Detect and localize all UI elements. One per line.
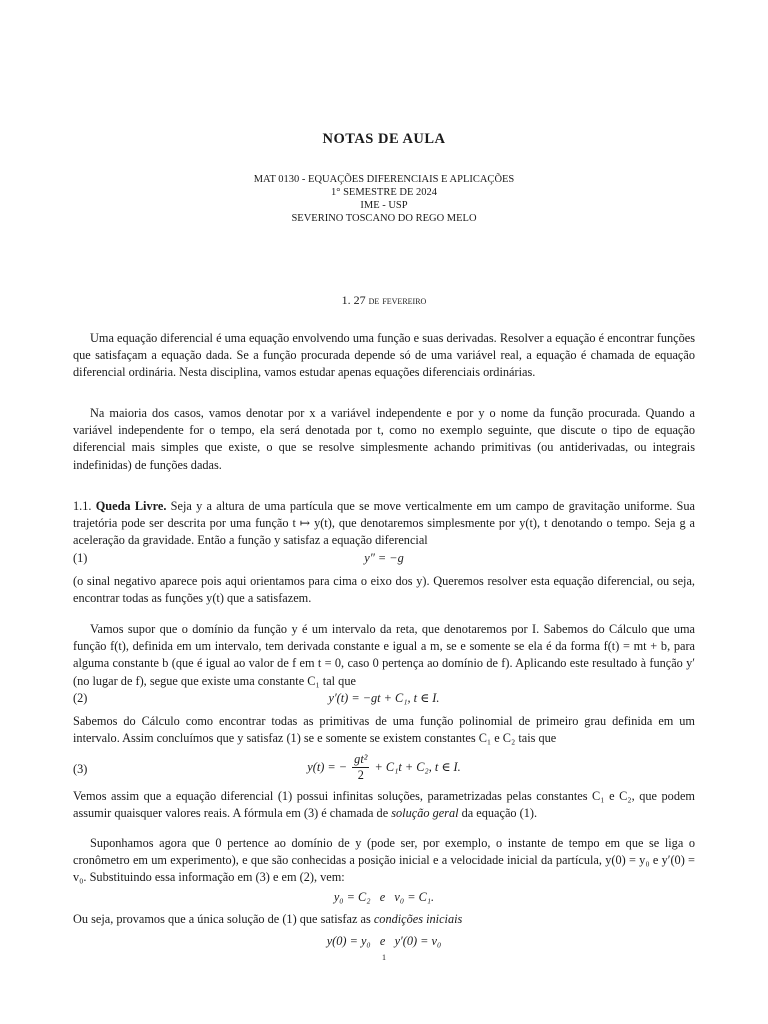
equation-2-body: y′(t) = −gt + C₁, t ∈ I. [328,691,440,705]
equation-1-number: (1) [73,551,88,565]
equation-3-left: y(t) = − [307,760,348,774]
initial-conditions-emphasis: condições iniciais [373,912,463,926]
paragraph-free-fall [73,498,695,550]
general-solution-text-b: da equação (1). [461,806,538,821]
page-number: 1 [382,953,386,962]
equation-3-body [73,752,695,783]
general-solution-emphasis: solução geral [391,806,459,821]
equation-3-fraction [352,752,369,783]
semester: 1° SEMESTRE DE 2024 [331,187,437,198]
paragraph-uniqueness [73,911,695,928]
paragraph-general-solution [73,788,695,822]
author: SEVERINO TOSCANO DO REGO MELO [291,213,477,224]
document-title: NOTAS DE AULA [322,131,446,147]
institute: IME - USP [360,200,408,211]
equation-3-numerator: gt² [354,752,368,766]
paragraph-notation: Na maioria dos casos, vamos denotar por x a variável independente e por y o nome da função procurada. Quando a variável independente for o tempo, ela será denotada por t, como no exemplo seguinte, que discute o tipo de equação diferencial mais simples que existe, o que se resolve simplesmente achando primitivas (ou antiderivadas, ou integrais indefinidas) de funções dadas. [73,406,695,472]
equation-1-body: y″ = −g [364,551,404,565]
equation-5-body: y(0) = y₀ e y′(0) = v₀ [326,934,442,948]
paragraph-primitives: Sabemos do Cálculo como encontrar todas as primitivas de uma função polinomial de primeiro grau definida em um intervalo. Assim concluímos que y satisfaz (1) se e somente se existem constantes C₁ e C₂ tais que [73,714,695,746]
paragraph-intro: Uma equação diferencial é uma equação envolvendo uma função e suas derivadas. Resolver a equação é encontrar funções que satisfaçam a equação dada. Se a função procurada depende só de uma variável real, a equação é chamada de equação diferencial ordinária. Nesta disciplina, vamos estudar apenas equações diferenciais ordinárias. [73,331,695,380]
free-fall-text: Seja y a altura de uma partícula que se move verticalmente em um campo de gravitação uniforme. Sua trajetória pode ser descrita por uma função t ↦ y(t), que denotaremos simplesmente por y(t), t denotando o tempo. Seja g a aceleração da gravidade. Então a função y satisfaz a equação diferencial [73,499,695,548]
subsection-number: 1.1. [73,499,92,513]
paragraph-sign-note: (o sinal negativo aparece pois aqui orientamos para cima o eixo dos y). Queremos resolver esta equação diferencial, ou seja, encontrar todas as funções y(t) que a satisfazem. [73,574,695,606]
subsection-title: Queda Livre. [95,499,167,513]
equation-3-denominator: 2 [357,768,364,782]
equation-3-right: + C₁t + C₂, t ∈ I. [374,760,461,774]
paragraph-domain: Vamos supor que o domínio da função y é um intervalo da reta, que denotaremos por I. Sabemos do Cálculo que uma função f(t), definida em um intervalo, tem derivada constante e igual a m, se e somente se ela é da forma f(t) = mt + b, para alguma constante b (que é igual ao valor de f em t = 0, caso 0 pertença ao domínio de f). Aplicando este resultado à função y′ (no lugar de f), segue que existe uma constante C₁ tal que [73,622,695,688]
equation-1 [73,551,695,569]
paragraph-initial-conditions: Suponhamos agora que 0 pertence ao domínio de y (pode ser, por exemplo, o instante de tempo em que se liga o cronômetro em um experimento), e que são conhecidas a posição inicial e a velocidade inicial da partícula, y(0) = y₀ e y′(0) = v₀. Substituindo essa informação em (3) e em (2), vem: [73,836,695,885]
uniqueness-text: Ou seja, provamos que a única solução de (1) que satisfaz as [73,912,371,926]
equation-2-number: (2) [73,691,88,705]
equation-5 [73,934,695,952]
section-heading [60,293,708,308]
equation-4-body: y₀ = C₂ e v₀ = C₁. [333,890,435,904]
general-solution-text-a: Vemos assim que a equação diferencial (1) possui infinitas soluções, parametrizadas pelas constantes C₁ e C₂, que podem assumir quaisquer valores reais. A fórmula em (3) é chamada de [73,789,695,821]
course-name: MAT 0130 - EQUAÇÕES DIFERENCIAIS E APLICAÇÕES [253,174,515,185]
equation-2 [73,691,695,709]
section-day: 27 [353,293,366,307]
equation-3-number: (3) [73,762,88,776]
equation-3 [73,752,695,788]
equation-4 [73,890,695,908]
section-number: 1. [341,293,351,307]
section-month: de fevereiro [368,293,427,307]
